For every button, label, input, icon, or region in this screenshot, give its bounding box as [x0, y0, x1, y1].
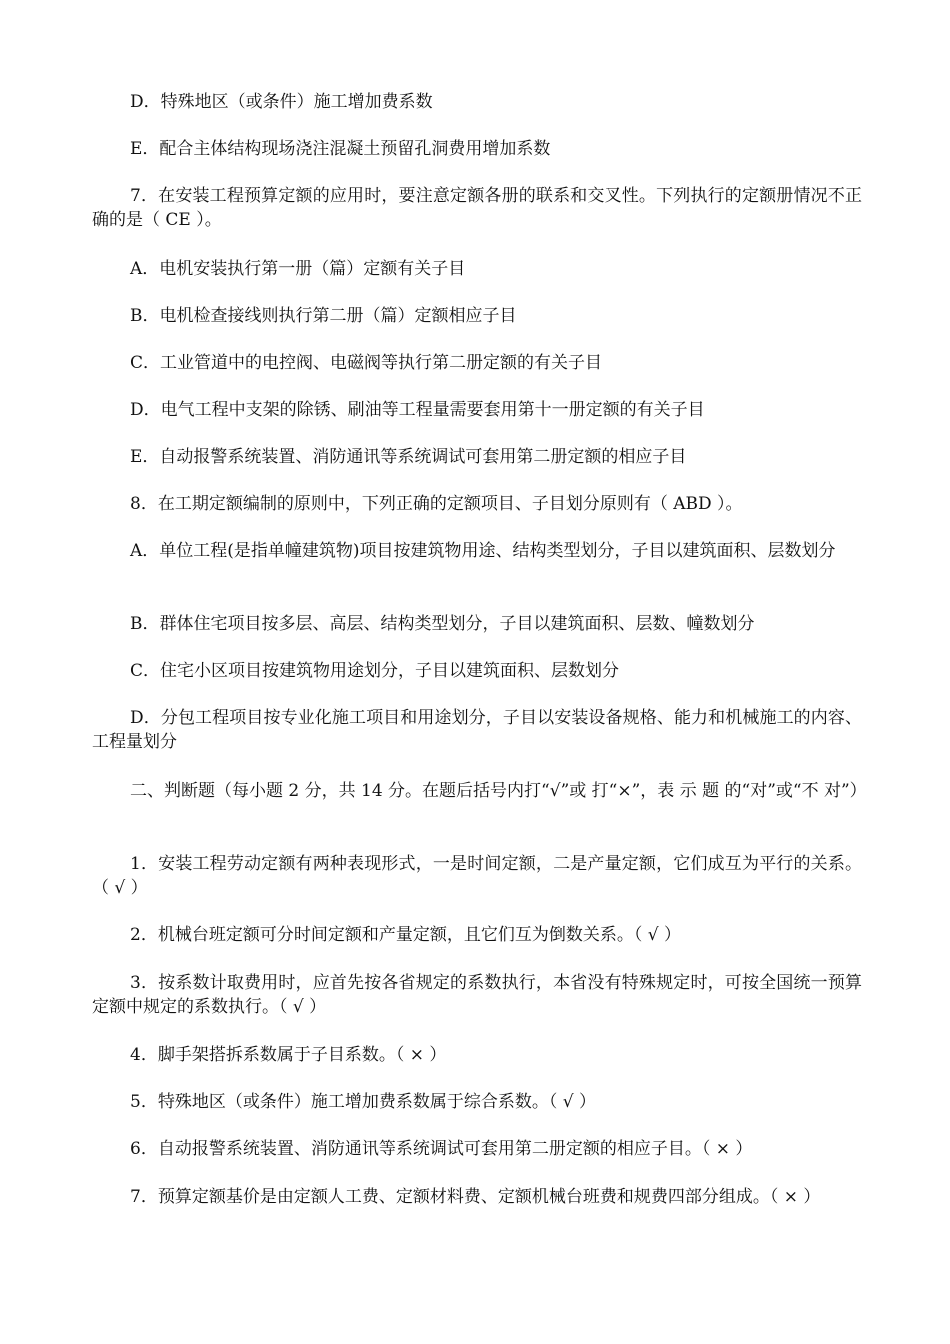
option-e-concrete-holes: E．配合主体结构现场浇注混凝土预留孔洞费用增加系数 [130, 139, 551, 159]
option-a-unit-project: A．单位工程(是指单幢建筑物)项目按建筑物用途、结构类型划分，子目以建筑面积、层数划分 [130, 541, 836, 561]
tf-question-4: 4．脚手架搭拆系数属于子目系数。（ × ） [130, 1045, 447, 1065]
question-7: 7．在安装工程预算定额的应用时，要注意定额各册的联系和交叉性。下列执行的定额册情况不正确的是（ CE ）。 [92, 186, 862, 230]
option-d-rust-removal: D．电气工程中支架的除锈、刷油等工程量需要套用第十一册定额的有关子目 [130, 400, 705, 420]
option-d-special-area: D．特殊地区（或条件）施工增加费系数 [130, 92, 433, 112]
option-c-valves: C．工业管道中的电控阀、电磁阀等执行第二册定额的有关子目 [130, 353, 603, 373]
option-d-subcontract: D．分包工程项目按专业化施工项目和用途划分，子目以安装设备规格、能力和机械施工的内容、工程量划分 [92, 708, 862, 752]
option-c-residential-area: C．住宅小区项目按建筑物用途划分，子目以建筑面积、层数划分 [130, 661, 620, 681]
tf-question-3: 3．按系数计取费用时，应首先按各省规定的系数执行，本省没有特殊规定时，可按全国统一预算定额中规定的系数执行。（ √ ） [92, 973, 862, 1017]
option-a-motor-install: A．电机安装执行第一册（篇）定额有关子目 [130, 259, 466, 279]
option-e-alarm-system: E．自动报警系统装置、消防通讯等系统调试可套用第二册定额的相应子目 [130, 447, 687, 467]
tf-question-1: 1．安装工程劳动定额有两种表现形式，一是时间定额，二是产量定额，它们成互为平行的关系。（ √ ） [92, 854, 862, 898]
option-b-motor-check: B．电机检查接线则执行第二册（篇）定额相应子目 [130, 306, 517, 326]
question-8: 8．在工期定额编制的原则中，下列正确的定额项目、子目划分原则有（ ABD ）。 [130, 494, 743, 514]
section-true-false-heading: 二、判断题（每小题 2 分，共 14 分。在题后括号内打“√”或 打“×”，表 示 题 的“对”或“不 对”） [130, 781, 867, 801]
tf-question-6: 6．自动报警系统装置、消防通讯等系统调试可套用第二册定额的相应子目。（ × ） [130, 1139, 753, 1159]
tf-question-5: 5．特殊地区（或条件）施工增加费系数属于综合系数。（ √ ） [130, 1092, 596, 1112]
option-b-group-housing: B．群体住宅项目按多层、高层、结构类型划分，子目以建筑面积、层数、幢数划分 [130, 614, 755, 634]
tf-question-2: 2．机械台班定额可分时间定额和产量定额，且它们互为倒数关系。（ √ ） [130, 925, 681, 945]
tf-question-7: 7．预算定额基价是由定额人工费、定额材料费、定额机械台班费和规费四部分组成。（ × ） [130, 1187, 821, 1207]
